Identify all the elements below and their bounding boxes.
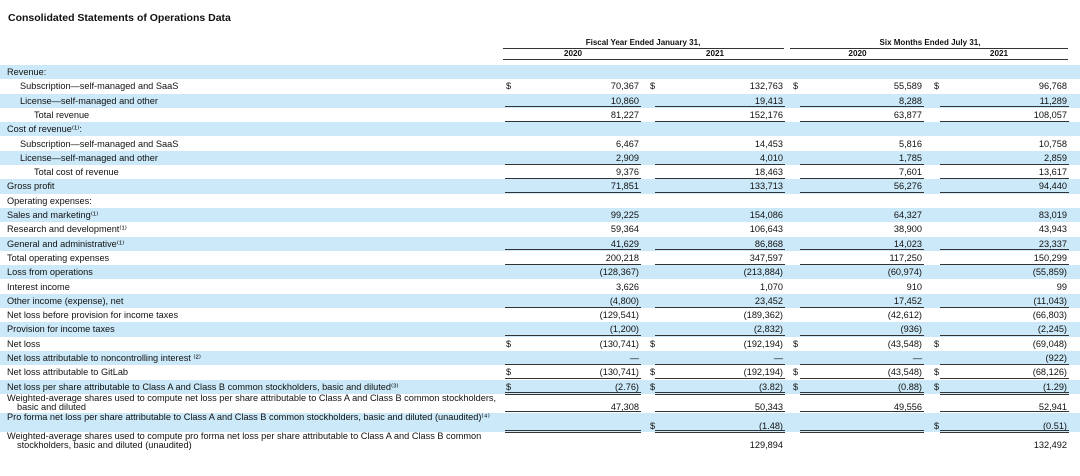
cell-value: 56,276 [893,181,922,192]
dollar-sign: $ [934,420,940,431]
dollar-sign: $ [650,81,656,92]
cell-value: 23,452 [754,295,783,306]
cell-value: (0.88) [897,381,922,392]
cell-value: 1,070 [760,281,783,292]
table-row [0,79,1080,93]
cell-value: (1,200) [609,324,639,335]
cell-value: 55,589 [893,81,922,92]
row-label: Loss from operations [7,267,93,278]
row-label: Pro forma net loss per share attributable to Class A and Class B common stockholders, basic and diluted (unaudited)⁽⁴⁾ [7,411,490,422]
cell-value: (128,367) [599,267,639,278]
cell-value: 129,894 [749,439,783,450]
cell-value: 2,859 [1044,152,1067,163]
cell-value: 64,327 [893,210,922,220]
cell-value: 99,225 [610,210,639,220]
dollar-sign: $ [506,367,512,378]
cell-value: (11,043) [1033,295,1067,306]
row-label: Research and development⁽¹⁾ [7,224,127,235]
row-label: Total operating expenses [7,252,110,263]
cell-value: — [629,353,639,363]
cell-value: 10,758 [1038,138,1067,149]
cell-value: 47,308 [610,401,639,412]
cell-value: 910 [906,281,922,292]
cell-value: (55,859) [1032,267,1067,278]
cell-value: 5,816 [899,138,922,149]
cell-value: 6,467 [616,138,639,149]
cell-value: 13,617 [1038,167,1067,178]
cell-value: (0.51) [1042,420,1067,431]
cell-value: (936) [900,324,922,335]
cell-value: 7,601 [899,167,922,178]
cell-value: (130,741) [599,367,639,378]
table-row [0,265,1080,279]
row-label: Other income (expense), net [7,295,124,306]
row-label: Gross profit [7,181,55,192]
row-label: License—self-managed and other [20,152,158,163]
cell-value: 2,909 [616,152,639,163]
row-label: Revenue: [7,67,47,77]
cell-value: (2,245) [1037,324,1067,335]
cell-value: 49,556 [893,401,922,412]
table-row [0,251,1080,265]
cell-value: (213,884) [743,267,783,278]
dollar-sign: $ [793,367,799,378]
dollar-sign: $ [650,338,656,349]
table-row [0,137,1080,151]
cell-value: 18,463 [754,167,783,178]
cell-value: (43,548) [887,338,922,349]
table-row [0,322,1080,336]
cell-value: 38,900 [893,224,922,235]
table-row [0,294,1080,308]
cell-value: 152,176 [749,109,783,120]
row-label: Sales and marketing⁽¹⁾ [7,210,99,220]
year-header-rule [503,59,1068,60]
row-label: Net loss attributable to noncontrolling interest ⁽²⁾ [7,353,201,363]
cell-value: (43,548) [887,367,922,378]
cell-value: 154,086 [749,210,783,220]
cell-value: 41,629 [610,238,639,249]
row-label: Net loss before provision for income taxes [7,310,179,321]
cell-value: (66,803) [1032,310,1067,321]
row-label: License—self-managed and other [20,95,158,106]
cell-value: 9,376 [616,167,639,178]
table-row [0,122,1080,136]
cell-value: (68,126) [1032,367,1067,378]
cell-value: 71,851 [610,181,639,192]
table-row [0,432,1080,451]
row-label: Subscription—self-managed and SaaS [20,81,179,92]
cell-value: 14,023 [893,238,922,249]
cell-value: 17,452 [893,295,922,306]
cell-value: 94,440 [1038,181,1067,192]
row-label: Cost of revenue⁽¹⁾: [7,124,82,135]
cell-value: (69,048) [1032,338,1067,349]
cell-value: 59,364 [610,224,639,235]
table-row [0,365,1080,379]
cell-value: (4,800) [609,295,639,306]
table-row [0,394,1080,413]
cell-value: (189,362) [743,310,783,321]
cell-value: 19,413 [754,95,783,106]
table-row [0,308,1080,322]
row-label: Total revenue [34,109,90,120]
dollar-sign: $ [934,338,940,349]
dollar-sign: $ [793,338,799,349]
table-row [0,108,1080,122]
cell-value: 81,227 [610,109,639,120]
cell-value: 132,492 [1033,439,1067,450]
dollar-sign: $ [934,367,940,378]
row-label: Subscription—self-managed and SaaS [20,138,179,149]
table-row [0,337,1080,351]
row-label: Weighted-average shares used to compute net loss per share attributable to Class A and Class B common stockholders, basic and diluted [7,392,497,413]
dollar-sign: $ [793,81,799,92]
cell-value: 83,019 [1038,210,1067,220]
table-row [0,94,1080,108]
fiscal-year-header: Fiscal Year Ended January 31, [585,38,701,47]
cell-value: 50,343 [754,401,783,412]
dollar-sign: $ [793,381,799,392]
table-row [0,222,1080,236]
cell-value: 3,626 [616,281,639,292]
cell-value: 132,763 [749,81,783,92]
cell-value: 99 [1056,281,1067,292]
cell-value: 1,785 [899,152,922,163]
cell-value: — [773,353,783,363]
statement-title: Consolidated Statements of Operations Data [8,12,231,24]
cell-value: 96,768 [1038,81,1067,92]
cell-value: (60,974) [887,267,922,278]
row-label: Net loss per share attributable to Class A and Class B common stockholders, basic and diluted⁽³⁾ [7,381,399,392]
cell-value: — [912,353,922,363]
cell-value: (922) [1045,353,1067,363]
dollar-sign: $ [650,420,656,431]
cell-value: 108,057 [1033,109,1067,120]
table-row [0,380,1080,394]
cell-value: 150,299 [1033,252,1067,263]
table-row [0,179,1080,193]
year-header-2020-six: 2020 [848,49,867,58]
dollar-sign: $ [650,367,656,378]
dollar-sign: $ [650,381,656,392]
row-label: Net loss [7,338,41,349]
dollar-sign: $ [934,381,940,392]
cell-value: 133,713 [749,181,783,192]
cell-value: (129,541) [599,310,639,321]
year-header-2021-fy: 2021 [705,49,725,58]
six-months-header: Six Months Ended July 31, [879,38,981,47]
cell-value: 52,941 [1038,401,1067,412]
row-label: Weighted-average shares used to compute pro forma net loss per share attributable to Class A and Class B common stockholders, basic and diluted (unaudited) [7,430,482,451]
cell-value: 43,943 [1038,224,1067,235]
cell-value: 23,337 [1038,238,1067,249]
dollar-sign: $ [506,381,512,392]
cell-value: (130,741) [599,338,639,349]
cell-value: (2.76) [614,381,639,392]
table-row [0,165,1080,179]
cell-value: 14,453 [754,138,783,149]
table-row [0,413,1080,432]
cell-value: 4,010 [760,152,783,163]
cell-value: (3.82) [758,381,783,392]
row-label: Operating expenses: [7,195,92,206]
cell-value: 200,218 [605,252,639,263]
cell-value: (192,194) [743,338,783,349]
row-label: Total cost of revenue [34,167,119,178]
cell-value: (2,832) [753,324,783,335]
year-header-2020-fy: 2020 [563,49,583,58]
table-row [0,194,1080,208]
dollar-sign: $ [506,338,512,349]
dollar-sign: $ [934,81,940,92]
table-row [0,65,1080,79]
cell-value: (1.29) [1042,381,1067,392]
cell-value: 70,367 [610,81,639,92]
row-label: General and administrative⁽¹⁾ [7,238,125,249]
row-label: Provision for income taxes [7,324,115,335]
table-row [0,351,1080,365]
cell-value: (192,194) [743,367,783,378]
cell-value: 63,877 [893,109,922,120]
cell-value: 347,597 [749,252,783,263]
cell-value: 10,860 [610,95,639,106]
table-row [0,237,1080,251]
cell-value: 86,868 [754,238,783,249]
row-label: Net loss attributable to GitLab [7,367,129,378]
year-header-2021-six: 2021 [989,49,1009,58]
cell-value: (42,612) [887,310,922,321]
cell-value: 8,288 [899,95,922,106]
table-row [0,151,1080,165]
cell-value: (1.48) [758,420,783,431]
row-label: Interest income [7,281,70,292]
table-row [0,208,1080,222]
cell-value: 106,643 [749,224,783,235]
cell-value: 11,289 [1039,95,1067,106]
dollar-sign: $ [506,81,512,92]
table-row [0,280,1080,294]
cell-value: 117,250 [889,252,922,263]
